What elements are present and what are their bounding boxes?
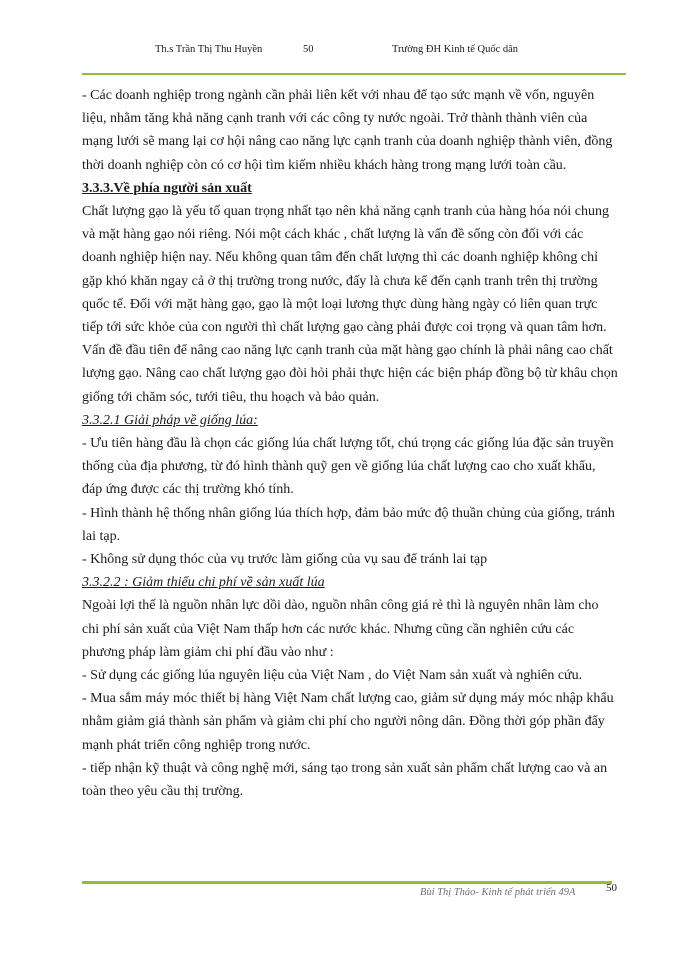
footer-rule bbox=[82, 881, 612, 884]
header-author: Th.s Trần Thị Thu Huyền bbox=[155, 44, 263, 55]
header-page-number: 50 bbox=[303, 44, 314, 55]
subsection-heading-3-3-2-2: 3.3.2.2 : Giảm thiểu chi phí về sản xuất lúa bbox=[82, 575, 325, 591]
paragraph: Ngoài lợi thế là nguồn nhân lực dồi dào, nguồn nhân công giá rẻ thì là nguyên nhân làm cho chi phí sản xuất của Việt Nam thấp hơn các nước khác. Nhưng cũng cần nghiên cứu các phương pháp làm giảm chi phí đầu vào như : bbox=[82, 598, 599, 660]
paragraph: Chất lượng gạo là yếu tố quan trọng nhất tạo nên khả năng cạnh tranh của hàng hóa nói chung và mặt hàng gạo nói riêng. Nói một cách khác , chất lượng là vấn đề sống còn đối với các doanh nghiệp hiện nay. Nếu không quan tâm đến chất lượng thì các doanh nghiệp không chỉ gặp khó khăn ngay cả ở thị trường trong nước, đấy là chưa kể đến cạnh tranh trên thị trường quốc tế. Đối với mặt hàng gạo, gạo là một loại lương thực dùng hàng ngày có liên quan trực tiếp tới sức khỏe của con người thì chất lượng gạo càng phải được coi trọng và quan tâm hơn. Vấn đề đầu tiên để nâng cao năng lực cạnh tranh của mặt hàng gạo chính là phải nâng cao chất lượng gạo. Nâng cao chất lượng gạo đòi hỏi phải thực hiện các biện pháp đồng bộ từ khâu chọn giống tới chăm sóc, tưới tiêu, thu hoạch và bảo quản. bbox=[82, 204, 618, 405]
section-heading-3-3-3: 3.3.3.Về phía người sản xuất bbox=[82, 180, 252, 196]
paragraph: - Sử dụng các giống lúa nguyên liệu của Việt Nam , do Việt Nam sản xuất và nghiên cứu. bbox=[82, 668, 583, 684]
footer-author: Bùi Thị Thảo- Kinh tế phát triển 49A bbox=[420, 887, 576, 898]
footer-page-number: 50 bbox=[606, 882, 617, 894]
page-content bbox=[82, 84, 618, 803]
paragraph: - Hình thành hệ thống nhân giống lúa thích hợp, đảm bảo mức độ thuần chủng của giống, tránh lai tạp. bbox=[82, 505, 615, 544]
paragraph: - Ưu tiên hàng đầu là chọn các giống lúa chất lượng tốt, chú trọng các giống lúa đặc sản truyền thống của địa phương, từ đó hình thành quỹ gen về giống lúa chất lượng cao cho xuất khẩu, đáp ứng được các thị trường khó tính. bbox=[82, 436, 614, 498]
page-header bbox=[155, 44, 610, 60]
header-school: Trường ĐH Kinh tế Quốc dân bbox=[392, 44, 519, 55]
header-rule bbox=[82, 73, 626, 75]
paragraph: - Mua sắm máy móc thiết bị hàng Việt Nam chất lượng cao, giảm sử dụng máy móc nhập khẩu nhằm giảm giá thành sản phẩm và giảm chi phí cho người nông dân. Đồng thời góp phần đẩy mạnh phát triển công nghiệp trong nước. bbox=[82, 691, 614, 753]
subsection-heading-3-3-2-1: 3.3.2.1 Giải pháp về giống lúa: bbox=[82, 412, 258, 428]
paragraph: - Không sử dụng thóc của vụ trước làm giống của vụ sau để tránh lai tạp bbox=[82, 552, 488, 568]
paragraph: - Các doanh nghiệp trong ngành cần phải liên kết với nhau để tạo sức mạnh về vốn, nguyên liệu, nhằm tăng khả năng cạnh tranh với các công ty nước ngoài. Trở thành thành viên của mạng lưới sẽ mang lại cơ hội nâng cao năng lực cạnh tranh của doanh nghiệp thành viên, đồng thời doanh nghiệp còn có cơ hội tìm kiếm nhiều khách hàng trong mạng lưới toàn cầu. bbox=[82, 88, 613, 173]
paragraph: - tiếp nhận kỹ thuật và công nghệ mới, sáng tạo trong sản xuất sản phẩm chất lượng cao và an toàn theo yêu cầu thị trường. bbox=[82, 760, 608, 800]
